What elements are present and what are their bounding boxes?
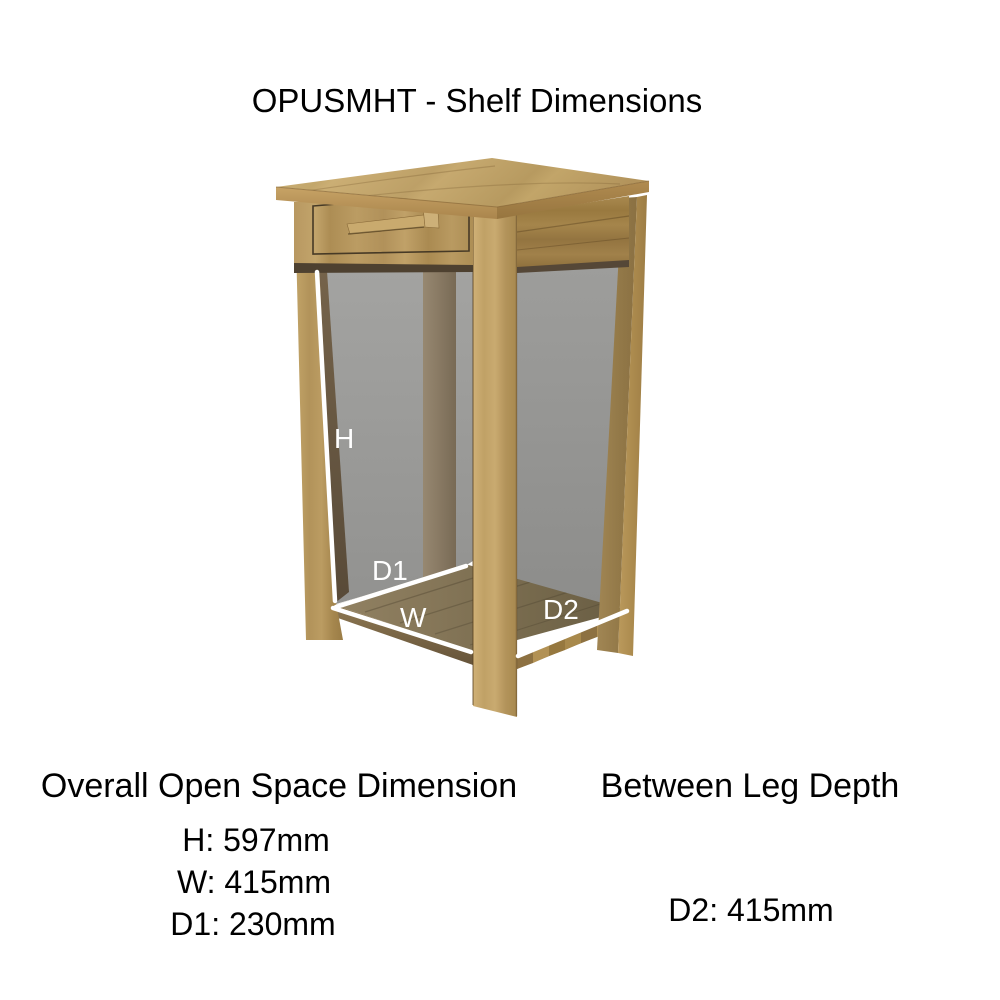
dimension-value-d2: D2: 415mm <box>668 892 834 928</box>
dimension-label-d1: D1 <box>372 555 408 586</box>
back-left-leg <box>423 271 456 578</box>
open-space-heading: Overall Open Space Dimension <box>40 767 518 805</box>
dimension-label-d2: D2 <box>543 594 579 625</box>
leg-depth-heading: Between Leg Depth <box>600 767 900 805</box>
dimension-label-w: W <box>400 602 427 633</box>
page-title: OPUSMHT - Shelf Dimensions <box>251 82 703 119</box>
backdrop-panels <box>318 267 620 604</box>
dimension-value-h: H: 597mm <box>182 822 330 858</box>
dimension-value-w: W: 415mm <box>176 864 332 900</box>
dimension-label-h: H <box>334 423 355 454</box>
front-right-leg <box>473 194 517 717</box>
dimension-value-d1: D1: 230mm <box>170 906 336 942</box>
